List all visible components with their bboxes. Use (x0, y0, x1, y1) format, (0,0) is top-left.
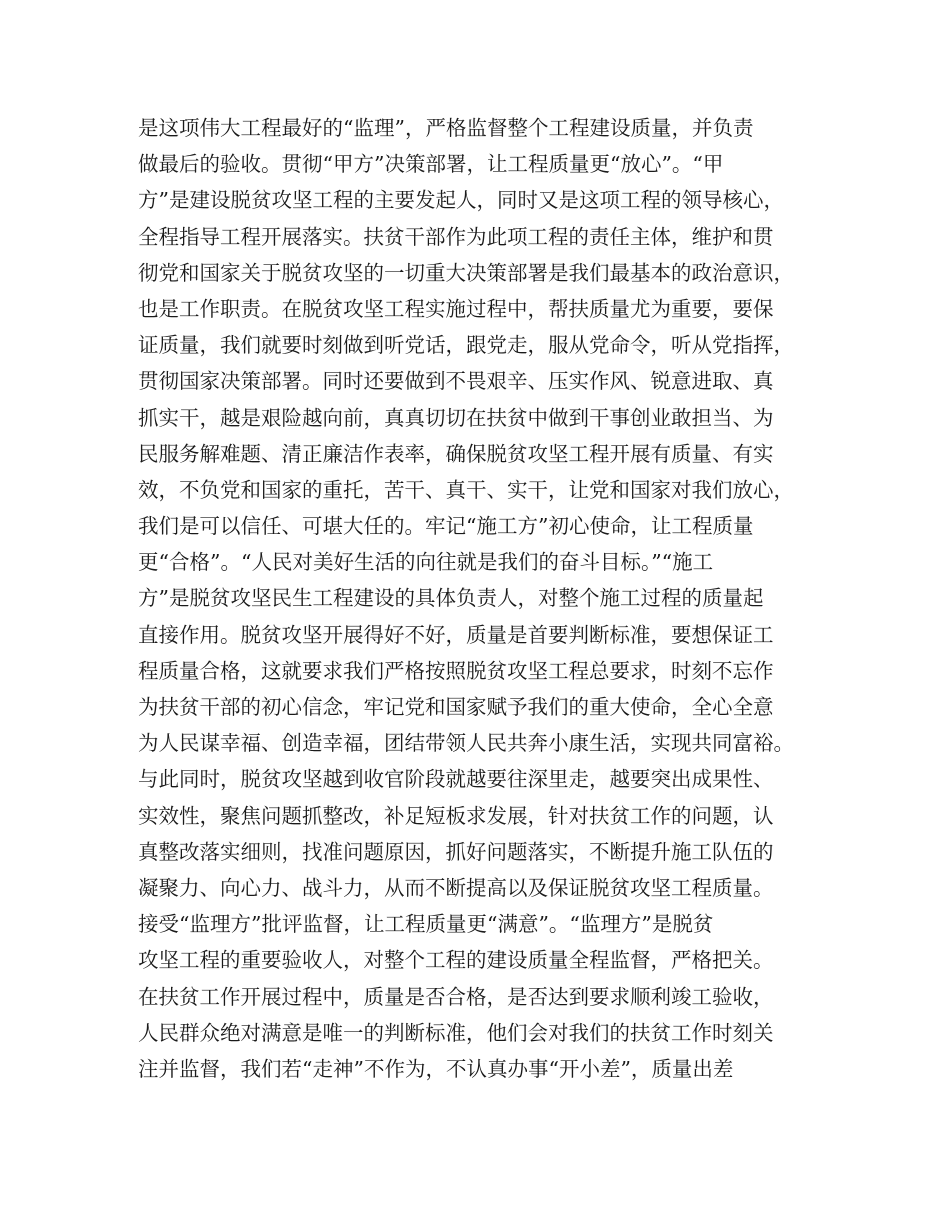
text-line: 民服务解难题、清正廉洁作表率，确保脱贫攻坚工程开展有质量、有实 (138, 441, 774, 466)
text-line: 为人民谋幸福、创造幸福，团结带领人民共奔小康生活，实现共同富裕。 (138, 731, 794, 756)
text-line: 攻坚工程的重要验收人，对整个工程的建设质量全程监督，严格把关。 (138, 948, 774, 973)
text-line: 人民群众绝对满意是唯一的判断标准，他们会对我们的扶贫工作时刻关 (138, 1020, 774, 1045)
text-line: 方”是建设脱贫攻坚工程的主要发起人，同时又是这项工程的领导核心， (138, 188, 784, 213)
text-line: 接受“监理方”批评监督，让工程质量更“满意”。“监理方”是脱贫 (138, 912, 714, 937)
text-line: 贯彻国家决策部署。同时还要做到不畏艰辛、压实作风、锐意进取、真 (138, 369, 774, 394)
text-line: 直接作用。脱贫攻坚开展得好不好，质量是首要判断标准，要想保证工 (138, 622, 774, 647)
text-line: 在扶贫工作开展过程中，质量是否合格，是否达到要求顺利竣工验收， (138, 984, 774, 1009)
text-line: 注并监督，我们若“走神”不作为，不认真办事“开小差”，质量出差 (138, 1056, 734, 1081)
text-line: 彻党和国家关于脱贫攻坚的一切重大决策部署是我们最基本的政治意识， (138, 260, 794, 285)
text-line: 实效性，聚焦问题抓整改，补足短板求发展，针对扶贫工作的问题，认 (138, 803, 774, 828)
text-line: 抓实干，越是艰险越向前，真真切切在扶贫中做到干事创业敢担当、为 (138, 405, 774, 430)
text-line: 真整改落实细则，找准问题原因，抓好问题落实，不断提升施工队伍的 (138, 839, 774, 864)
text-line: 全程指导工程开展落实。扶贫干部作为此项工程的责任主体，维护和贯 (138, 224, 774, 249)
text-line: 效，不负党和国家的重托，苦干、真干、实干，让党和国家对我们放心， (138, 477, 794, 502)
text-line: 方”是脱贫攻坚民生工程建设的具体负责人，对整个施工过程的质量起 (138, 586, 764, 611)
text-line: 做最后的验收。贯彻“甲方”决策部署，让工程质量更“放心”。“甲 (138, 152, 724, 177)
text-line: 与此同时，脱贫攻坚越到收官阶段就越要往深里走，越要突出成果性、 (138, 767, 774, 792)
text-line: 也是工作职责。在脱贫攻坚工程实施过程中，帮扶质量尤为重要，要保 (138, 296, 774, 321)
text-line: 证质量，我们就要时刻做到听党话，跟党走，服从党命令，听从党指挥， (138, 333, 794, 358)
text-line: 为扶贫干部的初心信念，牢记党和国家赋予我们的重大使命，全心全意 (138, 695, 774, 719)
text-line: 程质量合格，这就要求我们严格按照脱贫攻坚工程总要求，时刻不忘作 (138, 658, 774, 683)
text-line: 更“合格”。“人民对美好生活的向往就是我们的奋斗目标。”“施工 (138, 550, 714, 575)
text-line: 凝聚力、向心力、战斗力，从而不断提高以及保证脱贫攻坚工程质量。 (138, 875, 774, 900)
text-line: 我们是可以信任、可堪大任的。牢记“施工方”初心使命，让工程质量 (138, 514, 754, 539)
body-text (138, 110, 828, 1087)
text-line: 是这项伟大工程最好的“监理”，严格监督整个工程建设质量，并负责 (138, 116, 754, 140)
